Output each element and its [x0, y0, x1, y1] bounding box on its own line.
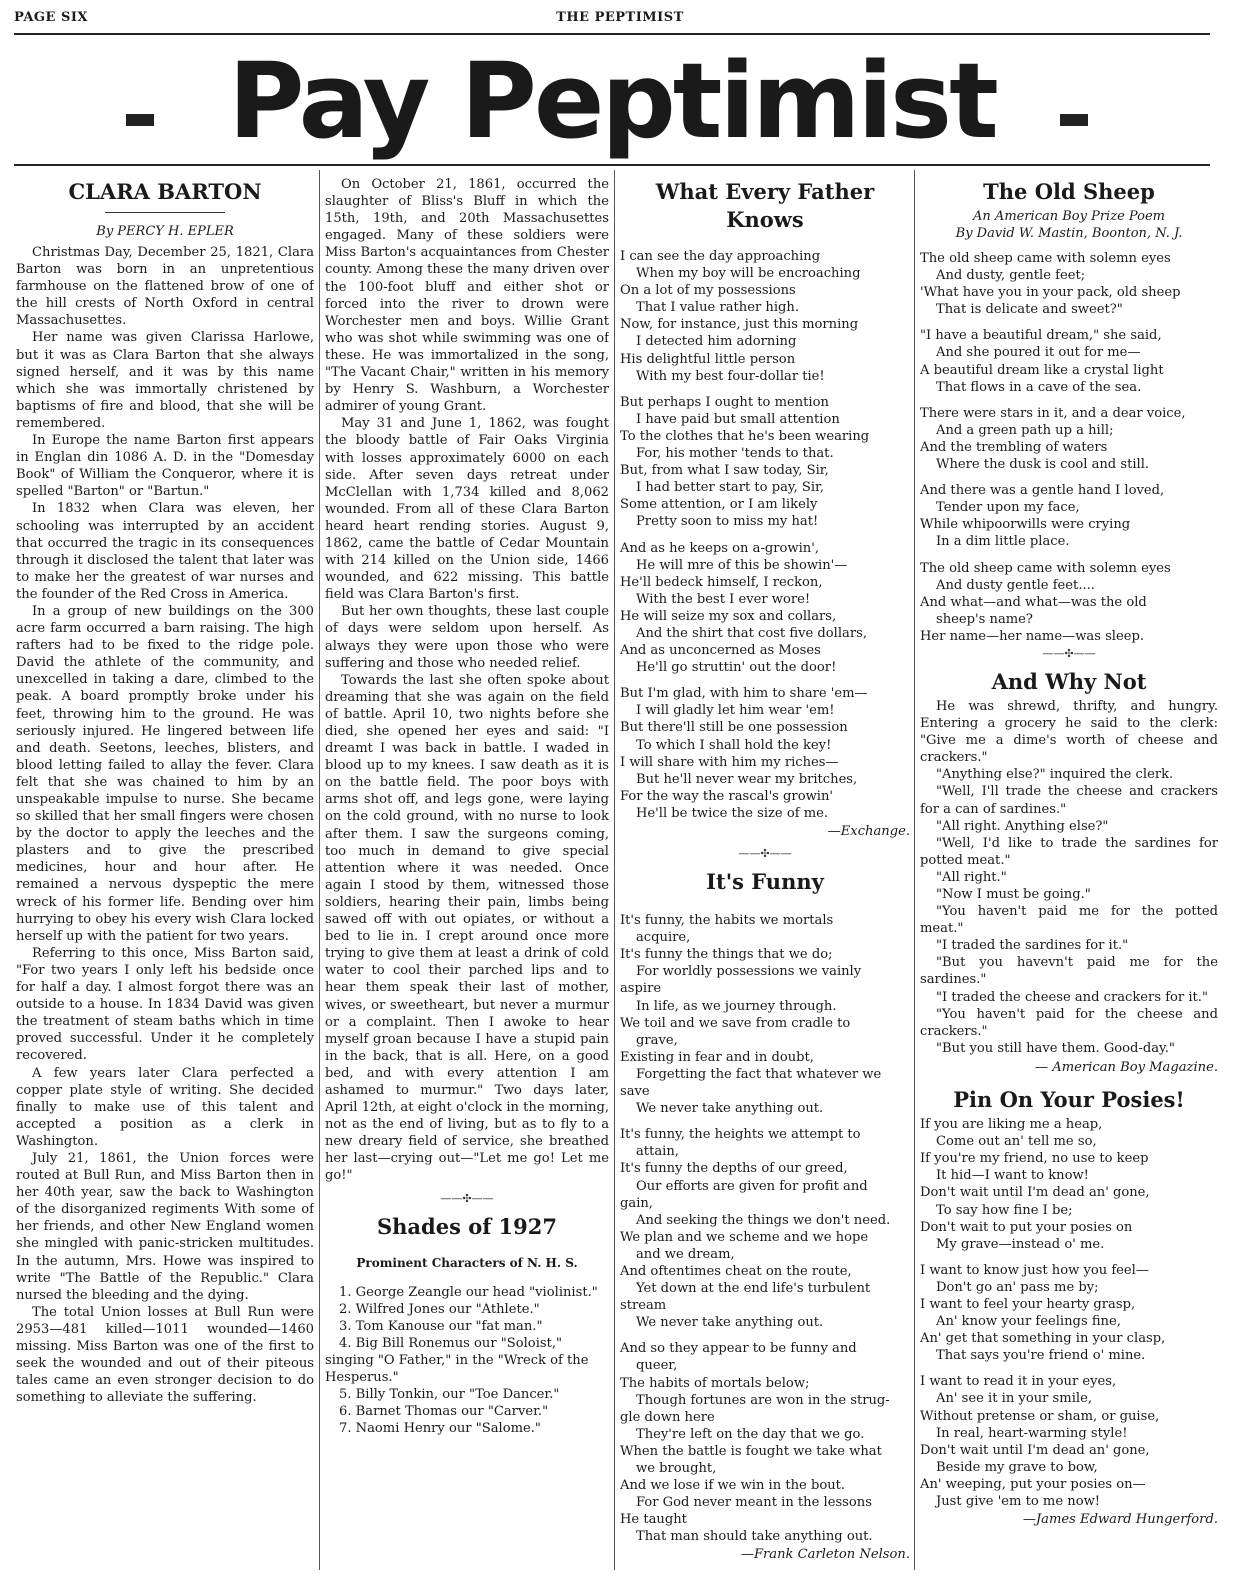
- poem-stanza: [920, 405, 1218, 473]
- poem-line: When my boy will be encroaching: [636, 266, 861, 282]
- poem-line: Don't wait until I'm dead an' gone,: [920, 1442, 1150, 1458]
- article-paragraph: A few years later Clara perfected a copper plate style of writing. She decided finally to make use of this talent and accepted a position as a clerk in Washington.: [16, 1065, 314, 1149]
- column-rule: [614, 170, 615, 1570]
- poem-stanza: [620, 912, 910, 1117]
- poem-line: With the best I ever wore!: [636, 591, 811, 607]
- poem-line: Yet down at the end life's turbulent: [636, 1281, 871, 1297]
- article-paragraph: In Europe the name Barton first appears in Englan din 1086 A. D. in the "Domesday Book" of William the Conqueror, where it is spelled "Barton" or "Bartun.": [16, 433, 314, 500]
- poem-line: It's funny, the heights we attempt to: [620, 1127, 861, 1143]
- poem-line: Our efforts are given for profit and: [636, 1178, 868, 1194]
- poem-stanza: [620, 1126, 910, 1331]
- poem-line: Pretty soon to miss my hat!: [636, 514, 819, 530]
- poem-line: We never take anything out.: [636, 1101, 824, 1117]
- dialogue-paragraph: "You haven't paid me for the potted meat.": [920, 904, 1218, 937]
- poem-line: But, from what I saw today, Sir,: [620, 463, 829, 479]
- poem-line: I want to read it in your eyes,: [920, 1374, 1117, 1390]
- poem-line: It hid—I want to know!: [936, 1168, 1089, 1184]
- poem-line: If you're my friend, no use to keep: [920, 1151, 1149, 1167]
- poem-line: But he'll never wear my britches,: [636, 771, 858, 787]
- poem-line: Forgetting the fact that whatever we: [636, 1066, 882, 1082]
- poem-line: Just give 'em to me now!: [936, 1494, 1101, 1509]
- dialogue-paragraph: "Anything else?" inquired the clerk.: [936, 767, 1174, 783]
- poem-line: And oftentimes cheat on the route,: [620, 1263, 852, 1279]
- article-paragraph: May 31 and June 1, 1862, was fought the bloody battle of Fair Oaks Virginia with losses approximately 6000 on each side. After seven days retreat under McClellan with 1,734 killed and 8,062 wounded. From all of these Clara Barton heard heart rending stories. August 9, 1862, came the battle of Cedar Mountain with 214 killed on the Union side, 1466 wounded, and 622 missing. This battle field was Clara Barton's first.: [325, 416, 609, 603]
- poem-line: sheep's name?: [936, 611, 1033, 627]
- poem-line: And as he keeps on a-growin',: [620, 540, 819, 556]
- sheep-byline: By David W. Mastin, Boonton, N. J.: [955, 226, 1183, 241]
- poem-line: stream: [620, 1298, 667, 1314]
- poem-line: we brought,: [636, 1461, 717, 1476]
- poem-line: An' know your feelings fine,: [936, 1314, 1121, 1330]
- list-item: 2. Wilfred Jones our "Athlete.": [339, 1301, 540, 1317]
- poem-line: That says you're friend o' mine.: [936, 1348, 1146, 1364]
- poem-line: To say how fine I be;: [936, 1202, 1073, 1218]
- list-item: 5. Billy Tonkin, our "Toe Dancer.": [339, 1387, 560, 1403]
- poem-line: Don't wait until I'm dead an' gone,: [920, 1185, 1150, 1201]
- poem-line: Don't wait to put your posies on: [920, 1219, 1133, 1235]
- article-paragraph: The total Union losses at Bull Run were 2953—481 killed—1011 wounded—1460 missing. Miss Barton was one of the first to seek the wounded and out of their piteous tales came an even stronger decision to do something to alleviate the suffering.: [16, 1304, 314, 1406]
- poem-line: Her name—her name—was sleep.: [920, 628, 1145, 644]
- poem-line: For the way the rascal's growin': [620, 788, 834, 804]
- section-separator: ——✣——: [1042, 646, 1096, 660]
- masthead: [14, 40, 1210, 162]
- poem-stanza: [620, 1340, 910, 1545]
- poem-line: Don't go an' pass me by;: [936, 1279, 1099, 1295]
- poem-line: If you are liking me a heap,: [920, 1117, 1103, 1133]
- dialogue-paragraph: "I traded the cheese and crackers for it.": [936, 989, 1208, 1005]
- poem-line: He will seize my sox and collars,: [620, 608, 837, 624]
- top-rule: [14, 33, 1210, 35]
- poem-line: He'll bedeck himself, I reckon,: [620, 574, 823, 590]
- father-credit: —Exchange.: [827, 824, 910, 839]
- dialogue-paragraph: "But you still have them. Good-day.": [936, 1040, 1175, 1056]
- article-body-continued: [325, 176, 609, 1185]
- poem-line: I want to know just how you feel—: [920, 1262, 1149, 1278]
- poem-stanza: [620, 394, 910, 531]
- poem-line: And so they appear to be funny and: [620, 1341, 857, 1357]
- article-paragraph: Towards the last she often spoke about dreaming that she was again on the field of battle. April 10, two nights before she died, she opened her eyes and said: "I dreamt I was back in battle. I waded in blood up to my knees. I saw death as it is on the battle field. The poor boys with arms shot off, and legs gone, were laying on the cold ground, with no nurse to look after them. I saw the surgeons coming, too much in demand to give special attention where it was needed. Once again I stood by them, witnessed those soldiers, hearing their pain, limbs being sawed off with out opiates, or without a bed to lie in. I crept around once more trying to give them at least a drink of cold water to cool their parched lips and to hear them speak their last of mother, wives, or sweetheart, but never a murmur or a complaint. Then I awoke to hear myself groan because I have a stupid pain in the back, that is all. Here, on a good bed, and with every attention I am ashamed to murmur." Two days later, April 12th, at eight o'clock in the morning, not as the end of living, but as to fly to a new dreary field of service, she breathed her last—crying out—"Let me go! Let me go!": [325, 672, 609, 1184]
- list-item: 1. George Zeangle our head "violinist.": [339, 1284, 598, 1300]
- poem-stanza: [920, 1373, 1218, 1510]
- poem-stanza: [920, 482, 1218, 550]
- poem-line: For worldly possessions we vainly: [636, 964, 862, 980]
- page-number: PAGE SIX: [14, 10, 89, 25]
- article-paragraph: But her own thoughts, these last couple of days were seldom upon herself. As always they were upon those who were suffering and those who needed relief.: [325, 604, 609, 671]
- poem-line: He will mre of this be showin'—: [636, 557, 848, 573]
- sheep-title: The Old Sheep: [983, 179, 1155, 204]
- shades-list: [325, 1284, 609, 1438]
- poem-line: And as unconcerned as Moses: [620, 643, 821, 659]
- column-2: [325, 176, 609, 1571]
- poem-line: The old sheep came with solemn eyes: [920, 560, 1171, 576]
- poem-line: For God never meant in the lessons: [636, 1495, 872, 1511]
- poem-line: When the battle is fought we take what: [620, 1443, 882, 1459]
- father-poem: [620, 248, 910, 822]
- byline: By PERCY H. EPLER: [96, 224, 234, 239]
- section-separator: ——✣——: [440, 1191, 494, 1205]
- poem-line: There were stars in it, and a dear voice,: [920, 405, 1186, 421]
- column-3: [620, 176, 910, 1571]
- dialogue-paragraph: "All right.": [936, 869, 1007, 885]
- poem-line: And there was a gentle hand I loved,: [920, 483, 1165, 499]
- poem-line: He'll go struttin' out the door!: [636, 660, 837, 676]
- poem-line: To which I shall hold the key!: [636, 737, 832, 753]
- poem-line: Beside my grave to bow,: [936, 1459, 1098, 1475]
- article-body: [16, 244, 314, 1406]
- funny-credit: —Frank Carleton Nelson.: [740, 1547, 910, 1563]
- poem-stanza: [620, 248, 910, 385]
- poem-stanza: [920, 1116, 1218, 1253]
- poem-line: I have paid but small attention: [636, 411, 840, 427]
- poem-line: gle down here: [620, 1409, 715, 1425]
- poem-line: On a lot of my possessions: [620, 283, 796, 299]
- poem-line: We toil and we save from cradle to: [620, 1015, 851, 1031]
- article-paragraph: Her name was given Clarissa Harlowe, but it was as Clara Barton that she always signed herself, and it was by this name which she was immortally christened by baptisms of fire and blood, that she will be remembered.: [16, 330, 314, 431]
- poem-line: The old sheep came with solemn eyes: [920, 251, 1171, 266]
- whynot-body: [920, 698, 1218, 1057]
- column-rule: [914, 170, 915, 1570]
- funny-poem: [620, 912, 910, 1545]
- dialogue-paragraph: "But you havevn't paid me for the sardines.": [920, 955, 1218, 988]
- section-separator: ——✣——: [738, 847, 792, 861]
- dialogue-paragraph: "Now I must be going.": [936, 887, 1091, 902]
- masthead-title: Pay Peptimist: [228, 40, 996, 162]
- article-paragraph: July 21, 1861, the Union forces were routed at Bull Run, and Miss Barton then in her 40th year, saw the back to Washington of the disorganized regiments With some of her friends, and other New England women she mingled with panic-stricken multitudes. In the autumn, Mrs. Howe was inspired to write "The Battle of the Republic." Clara nursed the bleeding and the dying.: [16, 1150, 314, 1303]
- poem-line: Without pretense or sham, or guise,: [920, 1408, 1160, 1424]
- dialogue-paragraph: "I traded the sardines for it.": [936, 938, 1129, 954]
- poem-line: And we lose if we win in the bout.: [620, 1478, 846, 1494]
- poem-line: Existing in fear and in doubt,: [620, 1049, 814, 1065]
- poem-line: For, his mother 'tends to that.: [636, 446, 834, 462]
- poem-line: and we dream,: [636, 1246, 735, 1262]
- poem-line: And the trembling of waters: [920, 439, 1108, 455]
- poem-line: That is delicate and sweet?": [936, 302, 1123, 318]
- poem-line: My grave—instead o' me.: [936, 1236, 1105, 1252]
- article-title: CLARA BARTON: [68, 179, 262, 204]
- poem-line: We plan and we scheme and we hope: [620, 1229, 869, 1245]
- sheep-subtitle: An American Boy Prize Poem: [973, 209, 1165, 224]
- poem-line: I want to feel your hearty grasp,: [920, 1296, 1136, 1312]
- title-rule: [105, 212, 224, 213]
- column-4: [920, 176, 1218, 1571]
- poem-line: His delightful little person: [620, 351, 796, 367]
- poem-line: save: [620, 1084, 650, 1100]
- poem-line: grave,: [636, 1032, 678, 1048]
- poem-line: He'll be twice the size of me.: [636, 805, 829, 821]
- poem-line: A beautiful dream like a crystal light: [920, 362, 1164, 378]
- dialogue-paragraph: He was shrewd, thrifty, and hungry. Entering a grocery he said to the clerk: "Give me a dime's worth of cheese and crackers.": [920, 698, 1218, 766]
- poem-line: That flows in a cave of the sea.: [936, 379, 1142, 395]
- poem-stanza: [920, 1262, 1218, 1365]
- dialogue-paragraph: "Well, I'd like to trade the sardines for potted meat.": [920, 835, 1218, 868]
- poem-line: In real, heart-warming style!: [936, 1425, 1128, 1441]
- posies-poem: [920, 1116, 1218, 1510]
- poem-stanza: [920, 250, 1218, 318]
- poem-line: But I'm glad, with him to share 'em—: [620, 686, 868, 702]
- dialogue-paragraph: "All right. Anything else?": [936, 818, 1109, 834]
- poem-line: It's funny the depths of our greed,: [620, 1161, 848, 1177]
- poem-line: In a dim little place.: [936, 534, 1070, 550]
- poem-line: While whipoorwills were crying: [920, 517, 1131, 533]
- poem-line: Where the dusk is cool and still.: [936, 457, 1150, 473]
- poem-line: We never take anything out.: [636, 1315, 824, 1331]
- posies-title: Pin On Your Posies!: [953, 1087, 1185, 1113]
- column-rule: [319, 170, 320, 1570]
- poem-line: I will gladly let him wear 'em!: [636, 703, 835, 719]
- shades-subtitle: Prominent Characters of N. H. S.: [356, 1255, 578, 1270]
- posies-credit: —James Edward Hungerford.: [1022, 1512, 1218, 1528]
- masthead-rule: [14, 164, 1210, 166]
- poem-line: That man should take anything out.: [636, 1529, 873, 1545]
- poem-line: An' see it in your smile,: [936, 1391, 1092, 1407]
- list-item: 7. Naomi Henry our "Salome.": [339, 1421, 541, 1437]
- poem-line: And a green path up a hill;: [936, 422, 1114, 438]
- article-paragraph: In a group of new buildings on the 300 acre farm occurred a barn raising. The high rafters had to be fixed to the ridge pole. David the athlete of the community, and unexcelled in taking a dare, climbed to the peak. A board promptly broke under his feet, throwing him to the ground. He was seriously injured. He lingered between life and death. Seetons, leeches, blisters, and blood letting failed to allay the fever. Clara felt that she was chained to him by an unspeakable impulse to nurse. She became so skilled that her small fingers were chosen by the doctor to apply the leeches and the plasters and to give the prescribed medicines, hour and hour after. He remained a nervous dyspeptic the mere wreck of his former life. Bending over him hurrying to obey his every wish Clara locked herself up with the patient for two years.: [16, 603, 314, 944]
- list-item: 6. Barnet Thomas our "Carver.": [339, 1404, 549, 1420]
- poem-line: I detected him adorning: [636, 334, 797, 350]
- poem-line: That I value rather high.: [636, 300, 799, 316]
- poem-line: But there'll still be one possession: [620, 720, 848, 736]
- poem-stanza: [920, 560, 1218, 645]
- poem-line: An' weeping, put your posies on—: [920, 1476, 1146, 1492]
- poem-line: acquire,: [636, 930, 691, 946]
- poem-line: It's funny the things that we do;: [620, 947, 833, 963]
- poem-line: queer,: [636, 1358, 678, 1374]
- poem-line: Though fortunes are won in the strug-: [636, 1392, 890, 1408]
- article-paragraph: On October 21, 1861, occurred the slaughter of Bliss's Bluff in which the 15th, 19th, and 20th Massachusettes engaged. Many of these soldiers were Miss Barton's acquaintances from Chester county. Among these the many driven over the 100-foot bluff and either shot or forced into the river to drown were Worchester men and boys. Willie Grant who was shot while swimming was one of these. He was immortalized in the song, "The Vacant Chair," written in his memory by Henry S. Washburn, a Worchester admirer of young Grant.: [325, 177, 609, 415]
- poem-line: To the clothes that he's been wearing: [620, 428, 870, 444]
- poem-line: Come out an' tell me so,: [936, 1134, 1097, 1150]
- column-1: [16, 176, 314, 1571]
- whynot-title: And Why Not: [991, 668, 1147, 694]
- poem-line: And dusty gentle feet....: [936, 577, 1095, 593]
- poem-line: And she poured it out for me—: [936, 345, 1141, 361]
- poem-line: aspire: [620, 981, 662, 997]
- poem-line: Some attention, or I am likely: [620, 497, 818, 513]
- dialogue-paragraph: "Well, I'll trade the cheese and crackers for a can of sardines.": [920, 784, 1218, 817]
- poem-line: And the shirt that cost five dollars,: [636, 625, 867, 641]
- poem-line: I had better start to pay, Sir,: [636, 480, 825, 496]
- poem-line: I can see the day approaching: [620, 249, 821, 264]
- poem-line: And what—and what—was the old: [920, 594, 1147, 610]
- masthead-dash-right: [1060, 114, 1088, 126]
- poem-line: gain,: [620, 1195, 653, 1211]
- shades-title: Shades of 1927: [376, 1213, 558, 1239]
- funny-title: It's Funny: [706, 869, 824, 895]
- poem-line: 'What have you in your pack, old sheep: [920, 285, 1181, 301]
- paper-name: THE PEPTIMIST: [556, 10, 684, 25]
- poem-stanza: [620, 540, 910, 677]
- poem-line: They're left on the day that we go.: [636, 1426, 865, 1442]
- poem-line: I will share with him my riches—: [620, 754, 839, 770]
- father-title: What Every Father Knows: [655, 179, 875, 232]
- poem-line: The habits of mortals below;: [620, 1375, 810, 1391]
- poem-line: Tender upon my face,: [936, 500, 1080, 516]
- poem-line: attain,: [636, 1144, 679, 1160]
- poem-line: But perhaps I ought to mention: [620, 394, 829, 410]
- article-paragraph: In 1832 when Clara was eleven, her schooling was interrupted by an accident that occurred the tragic in its consequences through it disclosed the talent that later was to make her the greatest of war nurses and the founder of the Red Cross in America.: [16, 501, 314, 602]
- poem-line: An' get that something in your clasp,: [920, 1331, 1166, 1347]
- poem-line: He taught: [620, 1512, 687, 1528]
- list-item: 4. Big Bill Ronemus our "Soloist," singing "O Father," in the "Wreck of the Hesperus.": [325, 1335, 589, 1386]
- poem-stanza: [620, 685, 910, 822]
- list-item: 3. Tom Kanouse our "fat man.": [339, 1318, 543, 1334]
- article-paragraph: Referring to this once, Miss Barton said, "For two years I only left his bedside once for half a day. I almost forgot there was an outside to a house. In 1834 David was given the treatment of steam baths which in time proved successful. Under it he completely recovered.: [16, 945, 314, 1064]
- poem-line: And dusty, gentle feet;: [936, 268, 1086, 284]
- poem-line: Now, for instance, just this morning: [620, 317, 859, 333]
- sheep-poem: [920, 250, 1218, 645]
- poem-line: It's funny, the habits we mortals: [620, 913, 834, 929]
- poem-line: And seeking the things we don't need.: [636, 1212, 891, 1228]
- dialogue-paragraph: "You haven't paid for the cheese and crackers.": [920, 1006, 1218, 1039]
- article-paragraph: Christmas Day, December 25, 1821, Clara Barton was born in an unpretentious farmhouse on the flattened brow of one of the hill crests of North Oxford in central Massachusettes.: [16, 245, 314, 329]
- poem-line: In life, as we journey through.: [636, 998, 837, 1014]
- poem-line: With my best four-dollar tie!: [636, 368, 825, 384]
- poem-stanza: [920, 327, 1218, 395]
- poem-line: "I have a beautiful dream," she said,: [920, 328, 1162, 344]
- whynot-credit: — American Boy Magazine.: [1035, 1059, 1218, 1075]
